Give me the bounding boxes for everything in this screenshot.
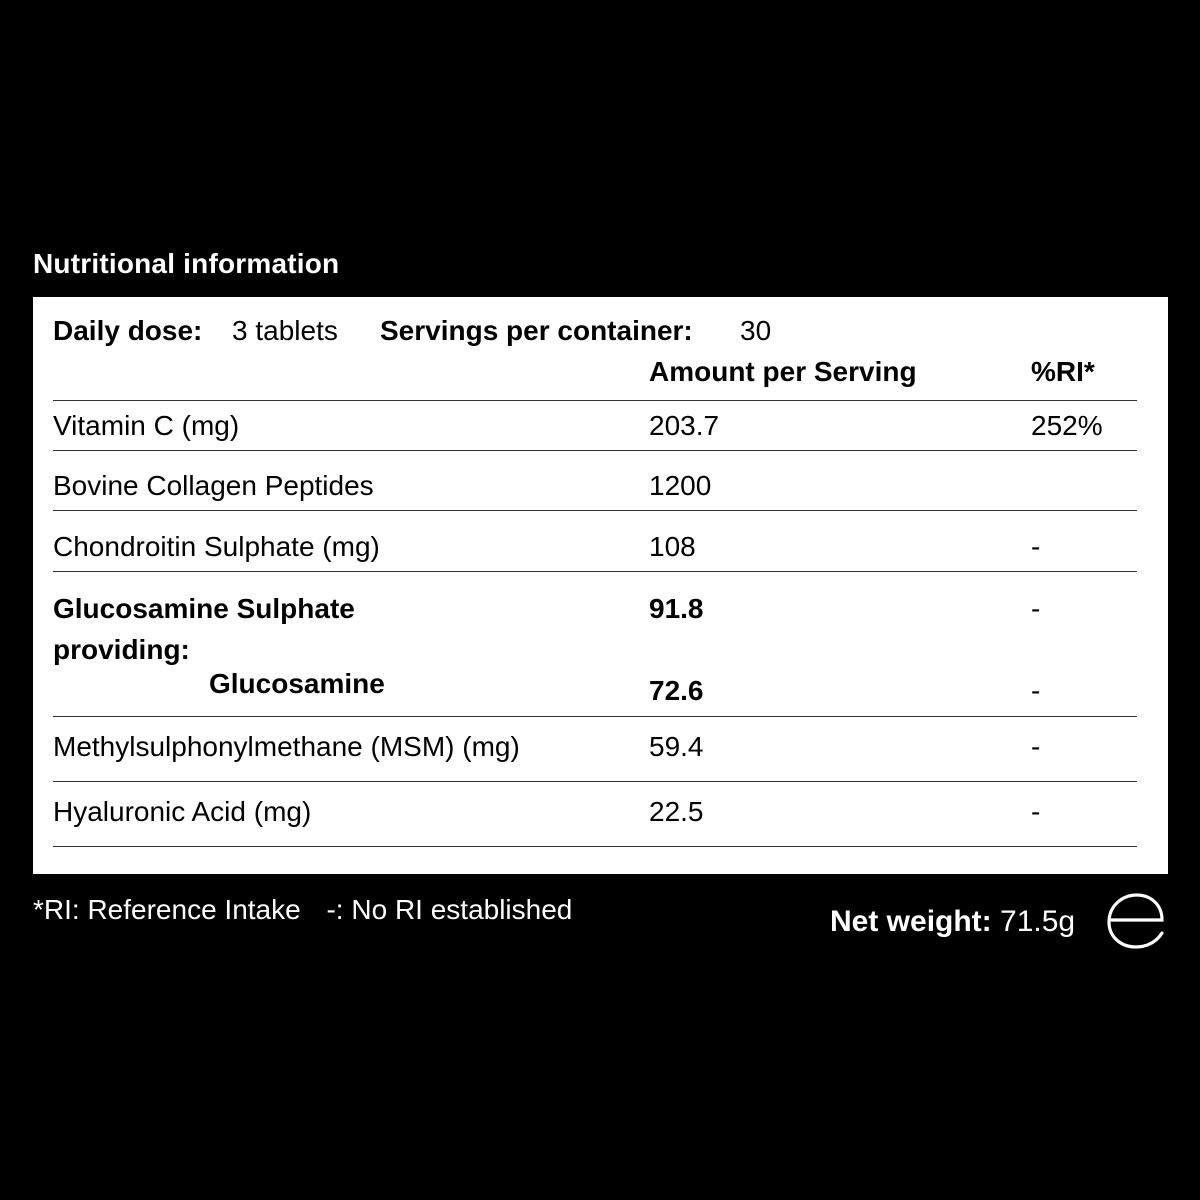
nutrient-ri: - bbox=[1031, 593, 1041, 624]
nutrient-amount: 203.7 bbox=[649, 410, 720, 441]
row-divider bbox=[53, 716, 1137, 717]
net-weight bbox=[830, 905, 1075, 939]
row-divider bbox=[53, 781, 1137, 782]
net-weight-label: Net weight: bbox=[830, 905, 992, 938]
amount-header: Amount per Serving bbox=[649, 356, 917, 387]
footnote bbox=[33, 894, 590, 926]
net-weight-value: 71.5g bbox=[1000, 905, 1076, 938]
daily-dose-value: 3 tablets bbox=[232, 315, 338, 346]
row-divider bbox=[53, 571, 1137, 572]
sub-nutrient-ri: - bbox=[1031, 675, 1041, 706]
sub-nutrient-name: Glucosamine bbox=[209, 668, 385, 699]
no-ri-note: -: No RI established bbox=[326, 894, 573, 925]
nutrient-ri: - bbox=[1031, 796, 1041, 827]
nutrient-amount: 22.5 bbox=[649, 796, 704, 827]
nutrient-ri: 252% bbox=[1031, 410, 1103, 441]
row-divider bbox=[53, 450, 1137, 451]
nutrient-name: Methylsulphonylmethane (MSM) (mg) bbox=[53, 731, 520, 762]
page-title: Nutritional information bbox=[33, 248, 340, 279]
nutrient-amount: 91.8 bbox=[649, 593, 704, 624]
header-divider bbox=[53, 400, 1137, 401]
nutrient-amount: 1200 bbox=[649, 470, 712, 501]
nutrient-amount: 108 bbox=[649, 531, 696, 562]
sub-nutrient-amount: 72.6 bbox=[649, 675, 704, 706]
nutrient-name: Hyaluronic Acid (mg) bbox=[53, 796, 312, 827]
nutrient-name: Glucosamine Sulphate bbox=[53, 593, 355, 624]
ri-header: %RI* bbox=[1031, 356, 1095, 387]
row-divider bbox=[53, 846, 1137, 847]
nutrient-amount: 59.4 bbox=[649, 731, 704, 762]
ri-definition: *RI: Reference Intake bbox=[33, 894, 301, 925]
servings-label: Servings per container: bbox=[380, 315, 693, 346]
daily-dose-label: Daily dose: bbox=[53, 315, 203, 346]
nutrient-ri: - bbox=[1031, 531, 1041, 562]
estimated-sign-icon bbox=[1104, 892, 1168, 950]
servings-value: 30 bbox=[740, 315, 772, 346]
nutrition-table bbox=[33, 297, 1168, 874]
row-divider bbox=[53, 510, 1137, 511]
nutrient-name: Bovine Collagen Peptides bbox=[53, 470, 374, 501]
nutrient-name-continuation: providing: bbox=[53, 634, 190, 665]
nutrient-name: Vitamin C (mg) bbox=[53, 410, 240, 441]
nutrient-ri: - bbox=[1031, 731, 1041, 762]
nutrient-name: Chondroitin Sulphate (mg) bbox=[53, 531, 380, 562]
